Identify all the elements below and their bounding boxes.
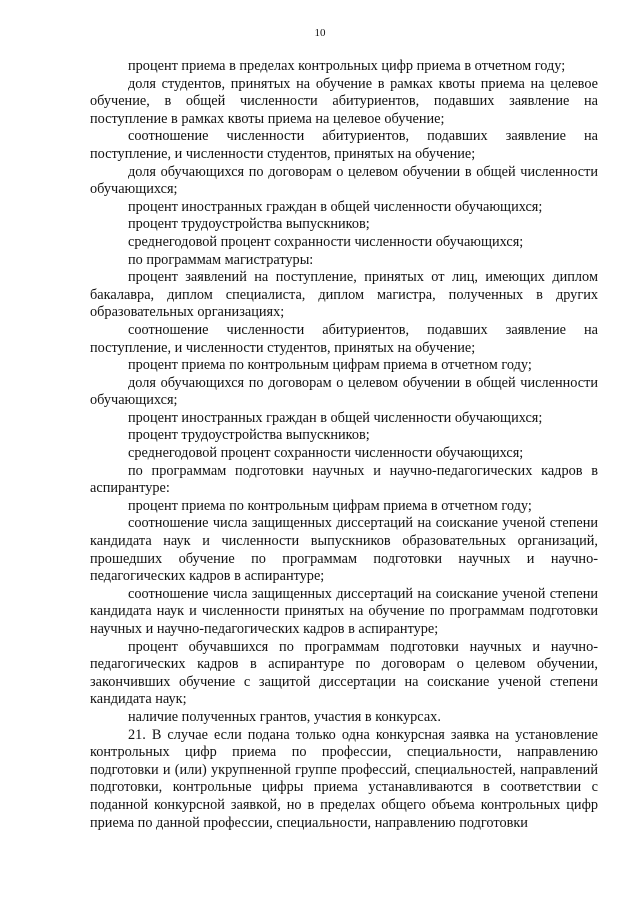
- paragraph: соотношение численности абитуриентов, подавших заявление на поступление, и численности студентов, принятых на обучение;: [90, 321, 598, 356]
- paragraph: соотношение числа защищенных диссертаций на соискание ученой степени кандидата наук и численности принятых на обучение по программам подготовки научных и научно-педагогических кадров в аспирантуре;: [90, 585, 598, 637]
- paragraph: среднегодовой процент сохранности численности обучающихся;: [128, 233, 524, 250]
- paragraph: процент заявлений на поступление, принятых от лиц, имеющих диплом бакалавра, диплом специалиста, диплом магистра, полученных в других образовательных организациях;: [90, 269, 598, 321]
- section-heading: по программам подготовки научных и научно-педагогических кадров в аспирантуре:: [90, 462, 598, 497]
- paragraph: процент иностранных граждан в общей численности обучающихся;: [128, 198, 543, 215]
- numbered-clause: 21. В случае если подана только одна конкурсная заявка на установление контрольных цифр приема по профессии, специальности, направлению подготовки и (или) укрупненной группе профессий, специальностей, направлений подготовки, контрольные цифры приема устанавливаются в соответствии с поданной конкурсной заявкой, но в пределах общего объема контрольных цифр приема по данной профессии, специальности, направлению подготовки: [90, 726, 598, 831]
- paragraph: процент приема в пределах контрольных цифр приема в отчетном году;: [128, 58, 566, 74]
- paragraph: соотношение числа защищенных диссертаций на соискание ученой степени кандидата наук и численности выпускников образовательных организаций, прошедших обучение по программам подготовки научных и научно-педагогических кадров в аспирантуре;: [90, 515, 598, 585]
- document-body: [90, 58, 598, 832]
- paragraph: процент иностранных граждан в общей численности обучающихся;: [128, 409, 543, 426]
- paragraph: процент приема по контрольным цифрам приема в отчетном году;: [128, 357, 532, 374]
- paragraph: процент трудоустройства выпускников;: [128, 216, 370, 233]
- section-heading: по программам магистратуры:: [128, 251, 314, 268]
- paragraph: процент приема по контрольным цифрам приема в отчетном году;: [128, 497, 532, 514]
- paragraph: доля студентов, принятых на обучение в рамках квоты приема на целевое обучение, в общей численности абитуриентов, подавших заявление на поступление в рамках квоты приема на целевое обучение;: [90, 75, 598, 127]
- paragraph: процент трудоустройства выпускников;: [128, 427, 370, 444]
- paragraph: процент обучавшихся по программам подготовки научных и научно-педагогических кадров в аспирантуре по договорам о целевом обучении, закончивших обучение с защитой диссертации на соискание ученой степени кандидата наук;: [90, 638, 598, 708]
- paragraph: среднегодовой процент сохранности численности обучающихся;: [128, 445, 524, 462]
- paragraph: доля обучающихся по договорам о целевом обучении в общей численности обучающихся;: [90, 374, 598, 409]
- page-number: 10: [314, 27, 326, 39]
- paragraph: соотношение численности абитуриентов, подавших заявление на поступление, и численности студентов, принятых на обучение;: [90, 128, 598, 162]
- paragraph: доля обучающихся по договорам о целевом обучении в общей численности обучающихся;: [90, 163, 598, 198]
- paragraph: наличие полученных грантов, участия в конкурсах.: [128, 708, 441, 725]
